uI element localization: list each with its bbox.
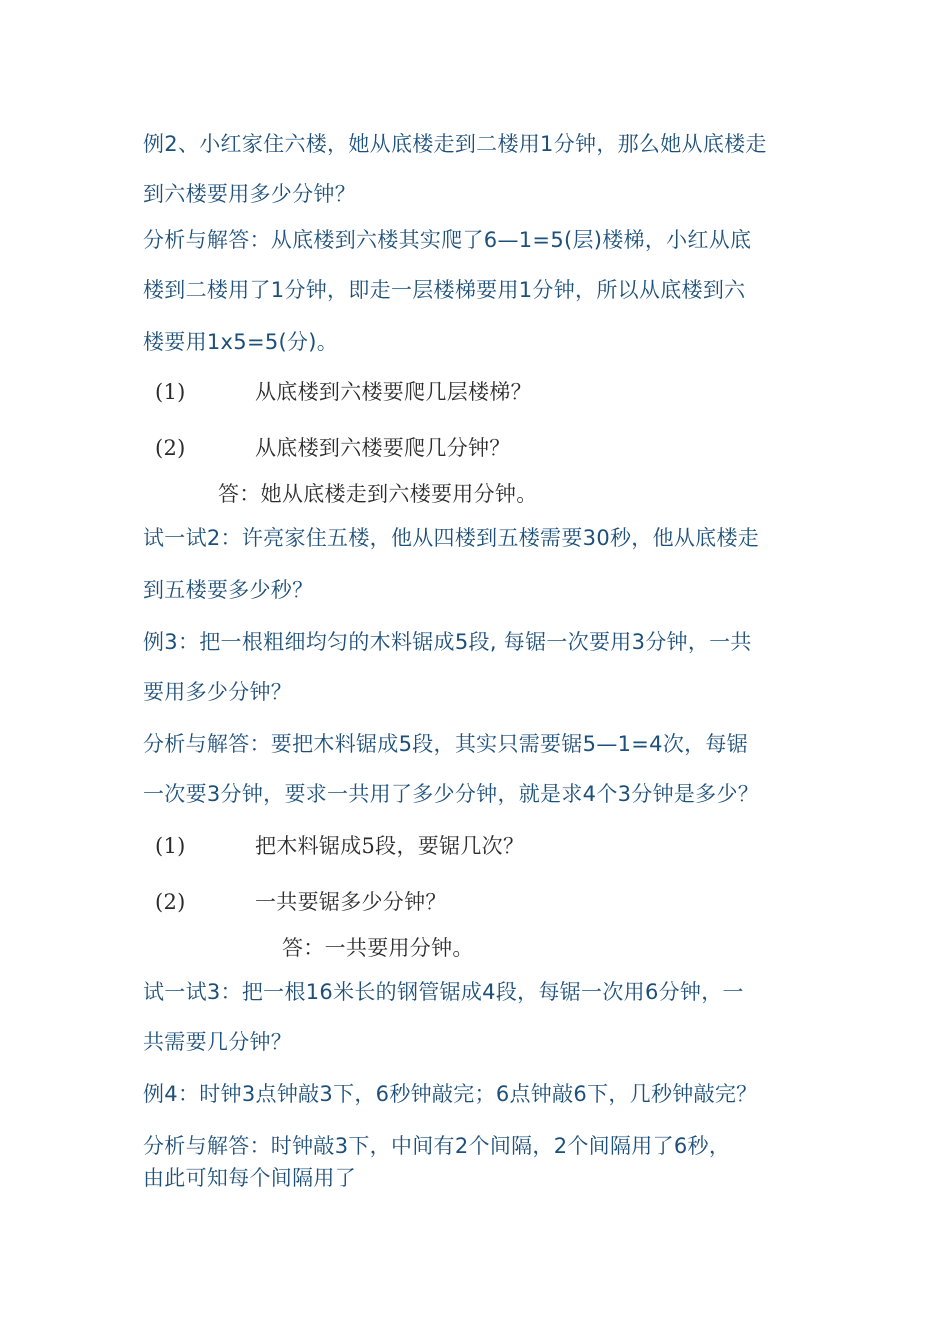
try-3-line-2: 共需要几分钟？	[143, 1030, 293, 1054]
example-2-line-2: 到六楼要用多少分钟？	[143, 182, 356, 206]
analysis-4-line-2: 由此可知每个间隔用了	[143, 1166, 356, 1190]
example-4-line-1: 例4：时钟3点钟敲3下，6秒钟敲完；6点钟敲6下，几秒钟敲完？	[143, 1082, 758, 1106]
question-text: 把木料锯成5段，要锯几次？	[255, 834, 525, 858]
try-2-line-2: 到五楼要多少秒？	[143, 578, 314, 602]
question-item	[155, 888, 447, 916]
answer-2: 答：她从底楼走到六楼要用分钟。	[218, 482, 538, 506]
analysis-3-line-2: 一次要3分钟，要求一共用了多少分钟，就是求4个3分钟是多少？	[143, 782, 760, 806]
question-number: (2)	[155, 436, 186, 460]
analysis-2-line-2: 楼到二楼用了1分钟，即走一层楼梯要用1分钟，所以从底楼到六	[143, 278, 746, 302]
example-3-line-1: 例3：把一根粗细均匀的木料锯成5段, 每锯一次要用3分钟，一共	[143, 630, 752, 654]
question-text: 一共要锯多少分钟？	[255, 890, 447, 914]
question-item	[155, 434, 511, 462]
try-3-line-1: 试一试3：把一根16米长的钢管锯成4段，每锯一次用6分钟，一	[143, 980, 744, 1004]
analysis-2-line-3: 楼要用1x5=5(分)。	[143, 330, 339, 354]
question-text: 从底楼到六楼要爬几分钟？	[255, 436, 511, 460]
question-number: (2)	[155, 890, 186, 914]
answer-3: 答：一共要用分钟。	[282, 936, 474, 960]
try-2-line-1: 试一试2：许亮家住五楼，他从四楼到五楼需要30秒，他从底楼走	[143, 526, 760, 550]
example-2-line-1: 例2、小红家住六楼，她从底楼走到二楼用1分钟，那么她从底楼走	[143, 132, 767, 156]
analysis-4-line-1: 分析与解答：时钟敲3下，中间有2个间隔，2个间隔用了6秒，	[143, 1134, 731, 1158]
question-text: 从底楼到六楼要爬几层楼梯？	[255, 380, 532, 404]
question-item	[155, 832, 524, 860]
question-number: (1)	[155, 380, 186, 404]
question-item	[155, 378, 532, 406]
example-3-line-2: 要用多少分钟？	[143, 680, 293, 704]
analysis-3-line-1: 分析与解答：要把木料锯成5段，其实只需要锯5—1=4次，每锯	[143, 732, 749, 756]
question-number: (1)	[155, 834, 186, 858]
analysis-2-line-1: 分析与解答：从底楼到六楼其实爬了6—1=5(层)楼梯，小红从底	[143, 228, 752, 252]
